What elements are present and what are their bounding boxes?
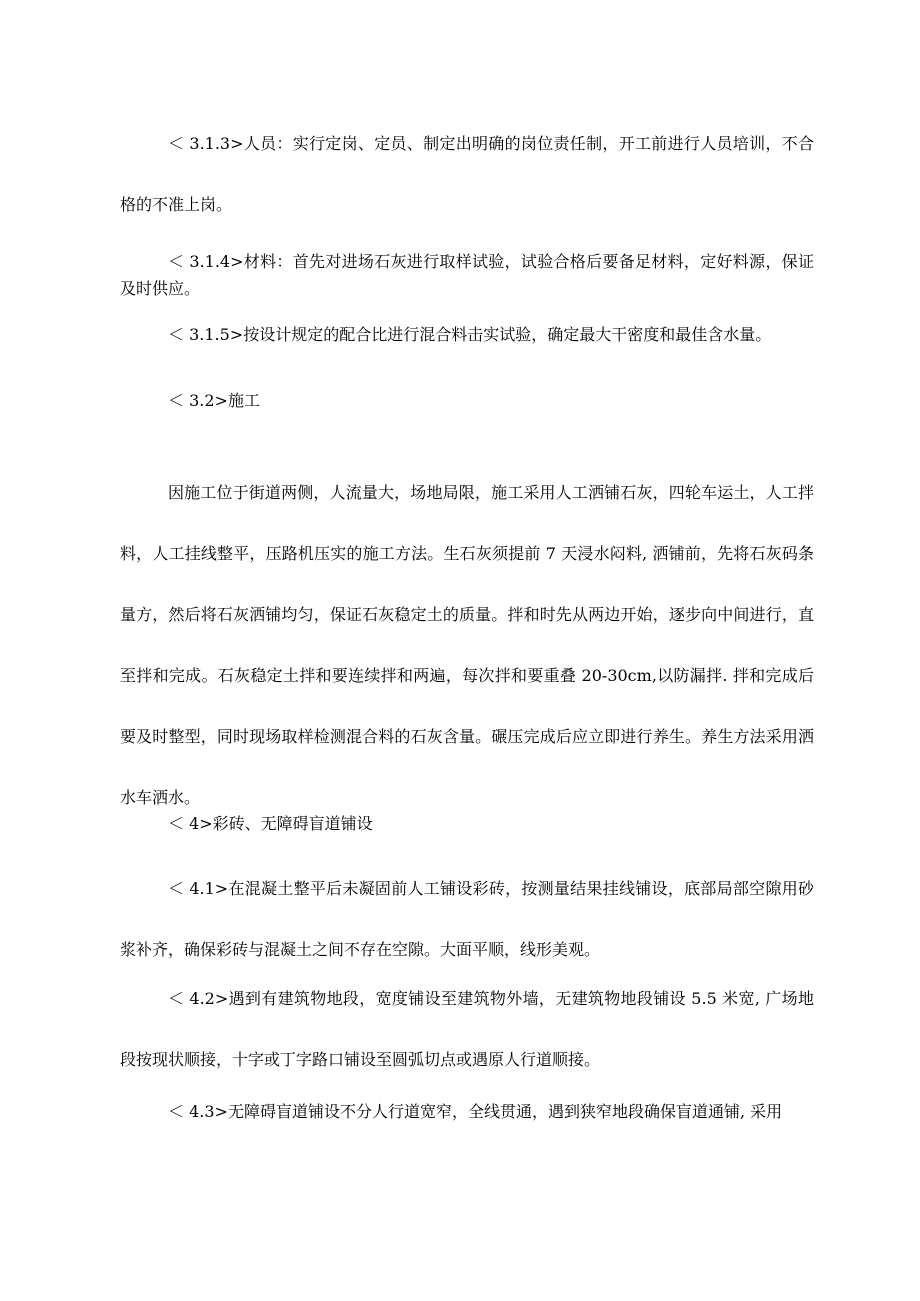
paragraph-3-1-5: ＜ 3.1.5>按设计规定的配合比进行混合料击实试验，确定最大干密度和最佳含水量。 [168, 325, 772, 344]
section-heading-4: ＜ 4>彩砖、无障碍盲道铺设 [168, 814, 373, 833]
paragraph-3-1-3: ＜ 3.1.3>人员：实行定岗、定员、制定出明确的岗位责任制，开工前进行人员培训，不合格的不准上岗。 [120, 134, 814, 214]
paragraph-4-1: ＜ 4.1>在混凝土整平后未凝固前人工铺设彩砖，按测量结果挂线铺设，底部局部空隙用砂浆补齐，确保彩砖与混凝土之间不存在空隙。大面平顺，线形美观。 [120, 879, 814, 959]
section-heading-3-2: ＜ 3.2>施工 [168, 391, 260, 410]
paragraph-construction-method: 因施工位于街道两侧，人流量大，场地局限，施工采用人工洒铺石灰，四轮车运土，人工拌料，人工挂线整平，压路机压实的施工方法。生石灰须提前 7 天浸水闷料, 洒铺前，先将石灰码条量方，然后将石灰洒铺均匀，保证石灰稳定土的质量。拌和时先从两边开始，逐步向中间进行，直至拌和完成。石灰稳定土拌和要连续拌和两遍，每次拌和要重叠 20-30cm,以防漏拌. 拌和完成后要及时整型，同时现场取样检测混合料的石灰含量。碾压完成后应立即进行养生。养生方法采用洒水车洒水。 [120, 483, 814, 807]
paragraph-4-2: ＜ 4.2>遇到有建筑物地段，宽度铺设至建筑物外墙，无建筑物地段铺设 5.5 米宽, 广场地段按现状顺接，十字或丁字路口铺设至圆弧切点或遇原人行道顺接。 [120, 989, 814, 1069]
paragraph-3-1-4: ＜ 3.1.4>材料：首先对进场石灰进行取样试验，试验合格后要备足材料，定好料源，保证及时供应。 [120, 252, 814, 298]
paragraph-4-3: ＜ 4.3>无障碍盲道铺设不分人行道宽窄，全线贯通，遇到狭窄地段确保盲道通铺, 采用 [168, 1102, 783, 1121]
